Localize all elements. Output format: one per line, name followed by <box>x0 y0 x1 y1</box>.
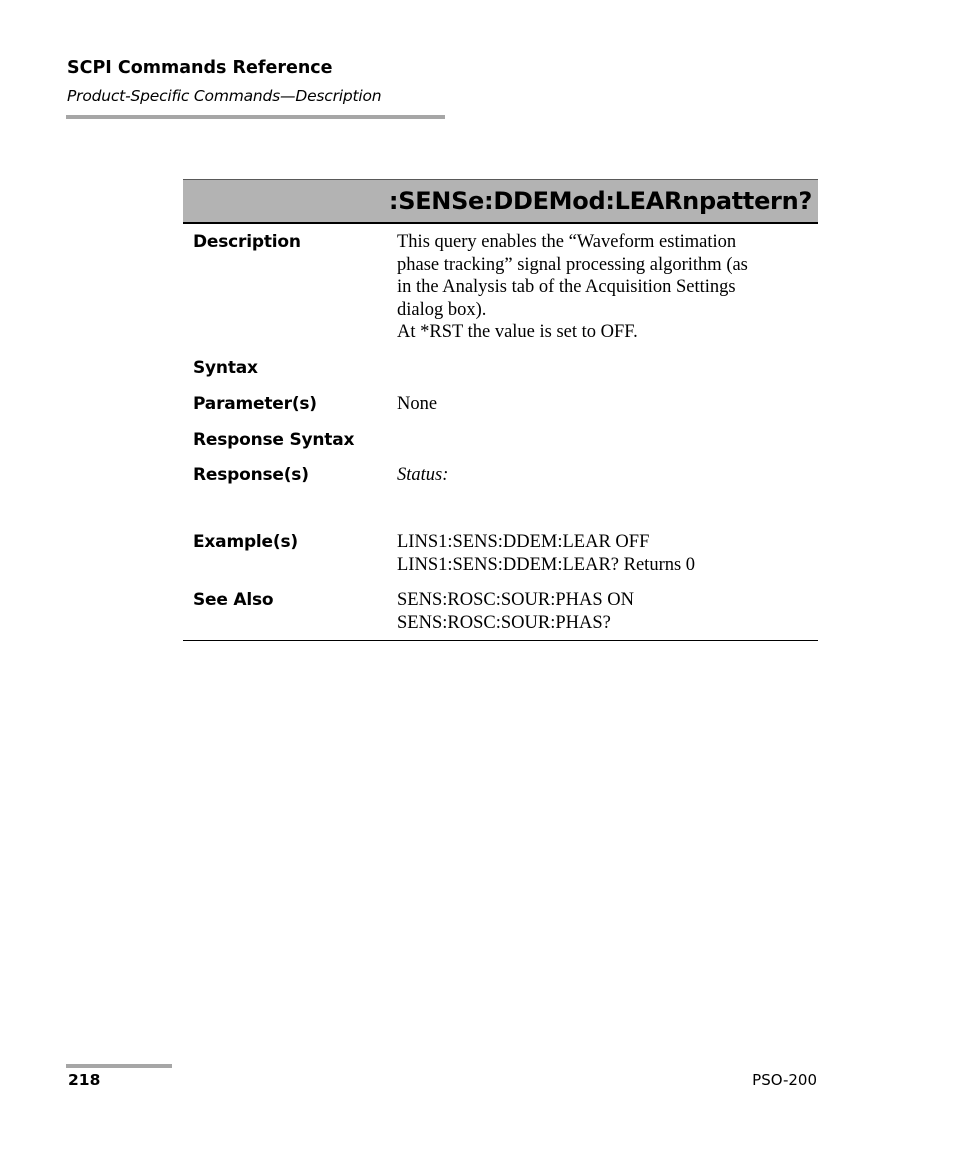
row-label: Parameter(s) <box>193 394 317 414</box>
see-also-line: SENS:ROSC:SOUR:PHAS ON <box>397 590 634 610</box>
footer-rule <box>66 1064 172 1068</box>
see-also-line: SENS:ROSC:SOUR:PHAS? <box>397 612 611 633</box>
row-label: Response Syntax <box>193 430 355 450</box>
page-number: 218 <box>68 1071 101 1089</box>
section-subtitle: Product-Specific Commands—Description <box>67 87 382 105</box>
table-bottom-rule <box>183 640 818 641</box>
row-value <box>397 393 807 416</box>
row-label: Response(s) <box>193 465 309 485</box>
running-header <box>67 56 381 107</box>
description-line: phase tracking” signal processing algorithm (as <box>397 254 748 275</box>
command-header <box>183 179 818 224</box>
row-label: Example(s) <box>193 532 298 552</box>
row-value <box>397 464 807 487</box>
section-title: SCPI Commands Reference <box>67 58 333 78</box>
description-line: This query enables the “Waveform estimation <box>397 232 737 252</box>
row-label: See Also <box>193 590 274 610</box>
row-value <box>397 231 807 344</box>
row-value <box>397 531 807 576</box>
row-label: Syntax <box>193 358 258 378</box>
description-line: At *RST the value is set to OFF. <box>397 322 638 342</box>
description-line: dialog box). <box>397 299 487 320</box>
example-line: LINS1:SENS:DDEM:LEAR? Returns 0 <box>397 554 696 575</box>
command-table <box>183 179 818 633</box>
command-name: :SENSe:DDEMod:LEARnpattern? <box>388 187 812 215</box>
example-line: LINS1:SENS:DDEM:LEAR OFF <box>397 532 650 552</box>
header-rule <box>66 115 445 119</box>
row-value <box>397 589 807 634</box>
row-label: Description <box>193 232 301 252</box>
parameter-value: None <box>397 394 438 414</box>
product-name: PSO-200 <box>752 1071 817 1089</box>
response-value: Status: <box>397 465 449 485</box>
description-line: in the Analysis tab of the Acquisition Settings <box>397 277 736 297</box>
